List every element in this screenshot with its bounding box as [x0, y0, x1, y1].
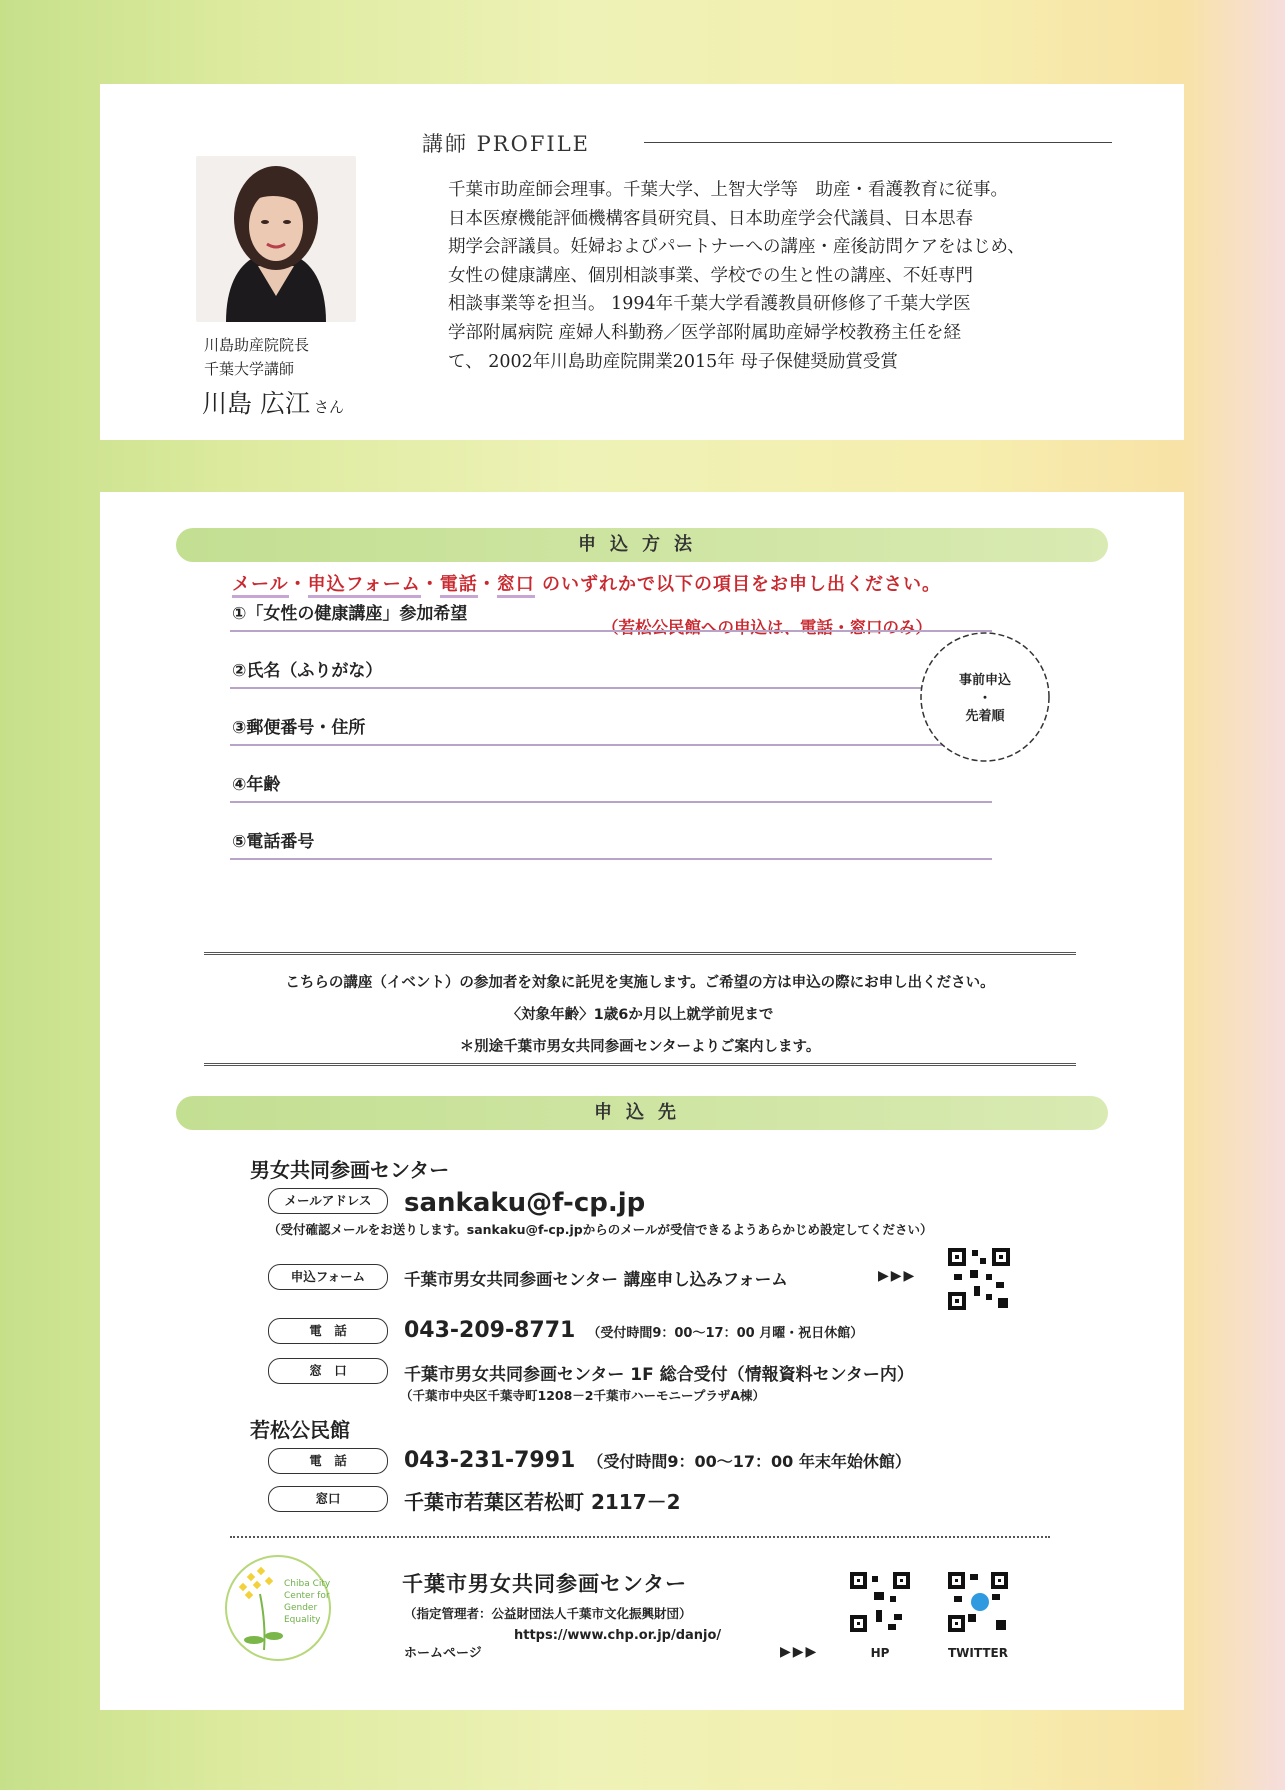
homepage-label: ホームページ	[404, 1646, 482, 1661]
divider	[230, 1536, 1050, 1538]
application-panel	[100, 492, 1184, 1710]
phone-hours: （受付時間9：00～17：00 年末年始休館）	[587, 1452, 911, 1471]
lecturer-honorific: さん	[313, 398, 344, 416]
method-subnote: （若松公民館への申込は、電話・窓口のみ）	[602, 618, 932, 637]
destination-section-bar: 申込先	[176, 1096, 1108, 1130]
item-label: ③郵便番号・住所	[232, 718, 366, 738]
list-item	[230, 590, 992, 632]
wakamatsu-name: 若松公民館	[250, 1418, 350, 1442]
list-item	[230, 818, 992, 860]
logo-text: Center for	[284, 1591, 330, 1601]
window-location: 千葉市若葉区若松町 2117－2	[404, 1490, 681, 1514]
profile-heading: 講師 PROFILE	[422, 132, 590, 156]
window-label: 窓 口	[268, 1358, 388, 1384]
method-window: 窓口	[497, 574, 535, 598]
childcare-note: ＊別途千葉市男女共同参画センターよりご案内します。	[459, 1039, 821, 1055]
phone-hours: （受付時間9：00～17：00 月曜・祝日休館）	[587, 1326, 864, 1341]
qr-code-icon[interactable]	[848, 1570, 912, 1634]
lecturer-affiliation: 千葉大学講師	[204, 360, 295, 378]
arrows-icon: ▶▶▶	[780, 1644, 819, 1660]
childcare-box	[204, 952, 1076, 1066]
qr-caption: TWITTER	[948, 1646, 1008, 1660]
item-label: ①「女性の健康講座」参加希望	[232, 604, 468, 624]
logo-text: Equality	[284, 1615, 321, 1625]
method-section-bar: 申込方法	[176, 528, 1108, 562]
window-label: 窓口	[268, 1486, 388, 1512]
phone-number[interactable]: 043-209-8771	[404, 1318, 576, 1343]
separator: ・	[288, 574, 308, 595]
lecturer-name: 川島 広江	[202, 389, 310, 418]
window-address: （千葉市中央区千葉寺町1208－2千葉市ハーモニープラザA棟）	[400, 1388, 766, 1403]
childcare-line: こちらの講座（イベント）の参加者を対象に託児を実施します。ご希望の方は申込の際にお申し出ください。	[285, 975, 995, 991]
qr-code-icon[interactable]	[946, 1570, 1010, 1634]
email-note: （受付確認メールをお送りします。sankaku@f-cp.jpからのメールが受信できるようあらかじめ設定してください）	[268, 1222, 933, 1237]
profile-rule	[644, 142, 1112, 143]
logo-text: Chiba City	[284, 1579, 331, 1589]
form-label: 申込フォーム	[268, 1264, 388, 1290]
item-label: ②氏名（ふりがな）	[232, 661, 383, 681]
stamp-text	[918, 672, 1052, 726]
phone-number-block	[404, 1448, 911, 1473]
phone-number-block	[404, 1318, 863, 1343]
form-link[interactable]: 千葉市男女共同参画センター 講座申し込みフォーム	[404, 1270, 788, 1289]
profile-panel	[100, 84, 1184, 440]
stamp-line: 先着順	[965, 709, 1005, 724]
method-note-rest: のいずれかで以下の項目をお申し出ください。	[534, 574, 942, 595]
item-label: ④年齢	[232, 775, 281, 795]
separator: ・	[477, 574, 497, 595]
center-name: 男女共同参画センター	[250, 1158, 450, 1182]
stamp-line: 事前申込	[958, 673, 1011, 688]
arrows-icon: ▶▶▶	[878, 1268, 917, 1284]
qr-code-icon[interactable]	[946, 1246, 1012, 1312]
logo-text: Gender	[284, 1603, 318, 1613]
lecturer-photo	[196, 156, 356, 322]
footer-title: 千葉市男女共同参画センター	[402, 1572, 688, 1596]
list-item	[230, 704, 992, 746]
email-address[interactable]: sankaku@f-cp.jp	[404, 1188, 646, 1218]
qr-caption: HP	[870, 1646, 890, 1660]
list-item	[230, 761, 992, 803]
childcare-age: 〈対象年齢〉1歳6か月以上就学前児まで	[506, 1007, 774, 1023]
list-item	[230, 647, 992, 689]
window-location: 千葉市男女共同参画センター 1F 総合受付（情報資料センター内）	[404, 1365, 914, 1385]
center-logo	[224, 1554, 332, 1662]
method-form: 申込フォーム	[308, 574, 421, 598]
separator: ・	[420, 574, 440, 595]
email-label: メールアドレス	[268, 1188, 388, 1214]
lecturer-role: 川島助産院院長	[204, 336, 310, 354]
item-label: ⑤電話番号	[232, 832, 315, 852]
method-email: メール	[232, 574, 289, 598]
phone-label: 電 話	[268, 1448, 388, 1474]
method-phone: 電話	[440, 574, 478, 598]
stamp-line: ・	[978, 691, 992, 706]
homepage-url[interactable]: https://www.chp.or.jp/danjo/	[514, 1628, 722, 1643]
footer-manager: （指定管理者：公益財団法人千葉市文化振興財団）	[404, 1606, 692, 1621]
phone-label: 電 話	[268, 1318, 388, 1344]
profile-body: 千葉市助産師会理事。千葉大学、上智大学等 助産・看護教育に従事。 日本医療機能評価機構客員研究員、日本助産学会代議員、日本思春 期学会評議員。妊婦およびパートナーへの講座・産後訪問ケアをはじめ、 女性の健康講座、個別相談事業、学校での生と性の講座、不妊専門 相談事業等を担当。 1994年千葉大学看護教員研修修了千葉大学医 学部附属病院 産婦人科勤務／医学部附属助産婦学校教務主任を経 て、 2002年川島助産院開業2015年 母子保健奨励賞受賞	[448, 180, 1025, 372]
lecturer-name-block	[202, 384, 344, 420]
phone-number[interactable]: 043-231-7991	[404, 1448, 576, 1473]
